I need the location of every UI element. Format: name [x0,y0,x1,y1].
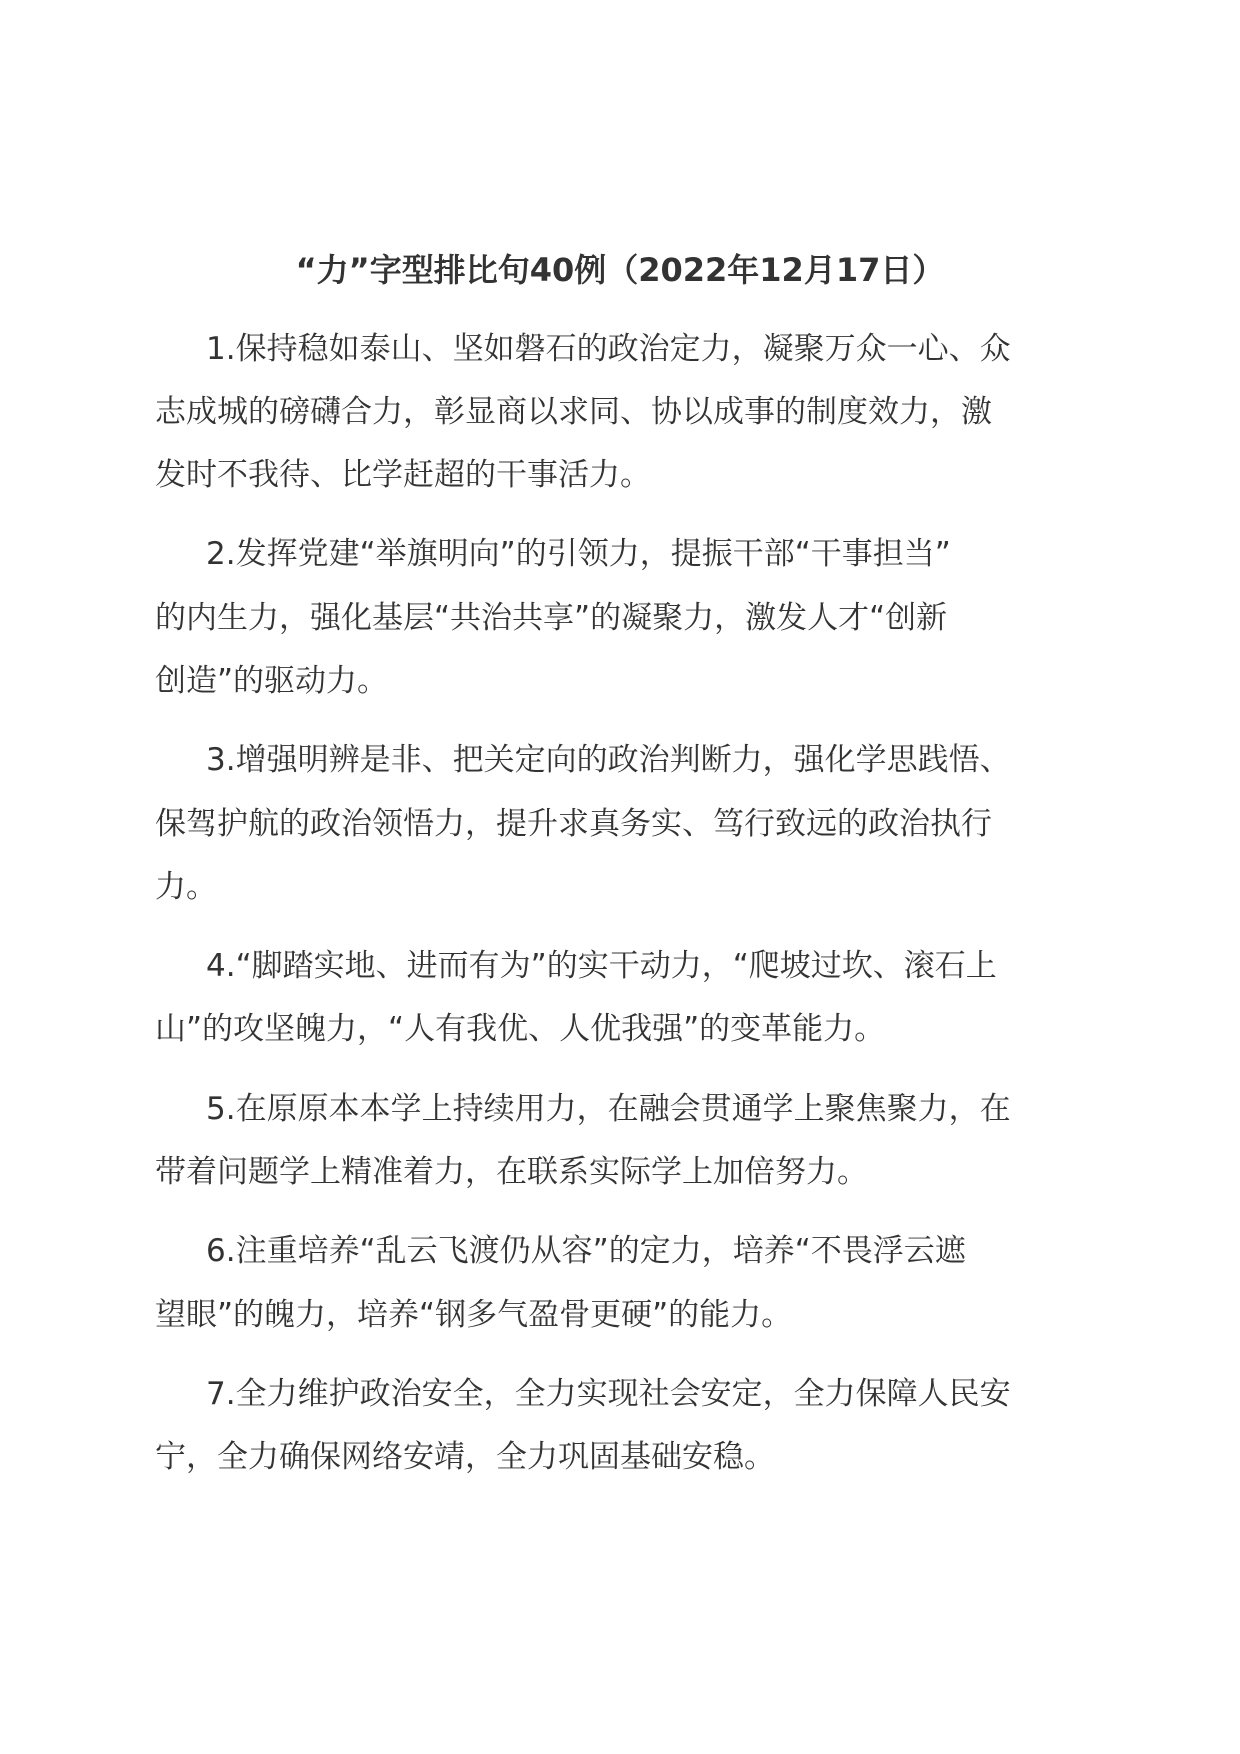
paragraph-1-line-3: 发时不我待、比学赶超的干事活力。 [155,457,651,493]
paragraph-3-line-1: 3.增强明辨是非、把关定向的政治判断力，强化学思践悟、 [206,742,1011,778]
paragraph-5-line-1: 5.在原原本本学上持续用力，在融会贯通学上聚焦聚力，在 [206,1091,1011,1127]
paragraph-2-line-3: 创造”的驱动力。 [155,663,389,699]
paragraph-5-line-2: 带着问题学上精准着力，在联系实际学上加倍努力。 [155,1154,868,1190]
paragraph-3-line-3: 力。 [155,869,217,905]
paragraph-4-line-2: 山”的攻坚魄力，“人有我优、人优我强”的变革能力。 [155,1011,886,1047]
paragraph-2-line-1: 2.发挥党建“举旗明向”的引领力，提振干部“干事担当” [206,536,951,572]
paragraph-7-line-1: 7.全力维护政治安全，全力实现社会安定，全力保障人民安 [206,1376,1011,1412]
paragraph-6-line-1: 6.注重培养“乱云飞渡仍从容”的定力，培养“不畏浮云遮 [206,1233,966,1269]
paragraph-3-line-2: 保驾护航的政治领悟力，提升求真务实、笃行致远的政治执行 [155,806,992,842]
paragraph-7-line-2: 宁，全力确保网络安靖，全力巩固基础安稳。 [155,1439,775,1475]
document-title: “力”字型排比句40例（2022年12月17日） [295,251,945,289]
paragraph-1-line-2: 志成城的磅礴合力，彰显商以求同、协以成事的制度效力，激 [155,394,992,430]
paragraph-1-line-1: 1.保持稳如泰山、坚如磐石的政治定力，凝聚万众一心、众 [206,331,1011,367]
paragraph-4-line-1: 4.“脚踏实地、进而有为”的实干动力，“爬坡过坎、滚石上 [206,948,997,984]
paragraph-2-line-2: 的内生力，强化基层“共治共享”的凝聚力，激发人才“创新 [155,600,948,636]
paragraph-6-line-2: 望眼”的魄力，培养“钢多气盈骨更硬”的能力。 [155,1297,793,1333]
